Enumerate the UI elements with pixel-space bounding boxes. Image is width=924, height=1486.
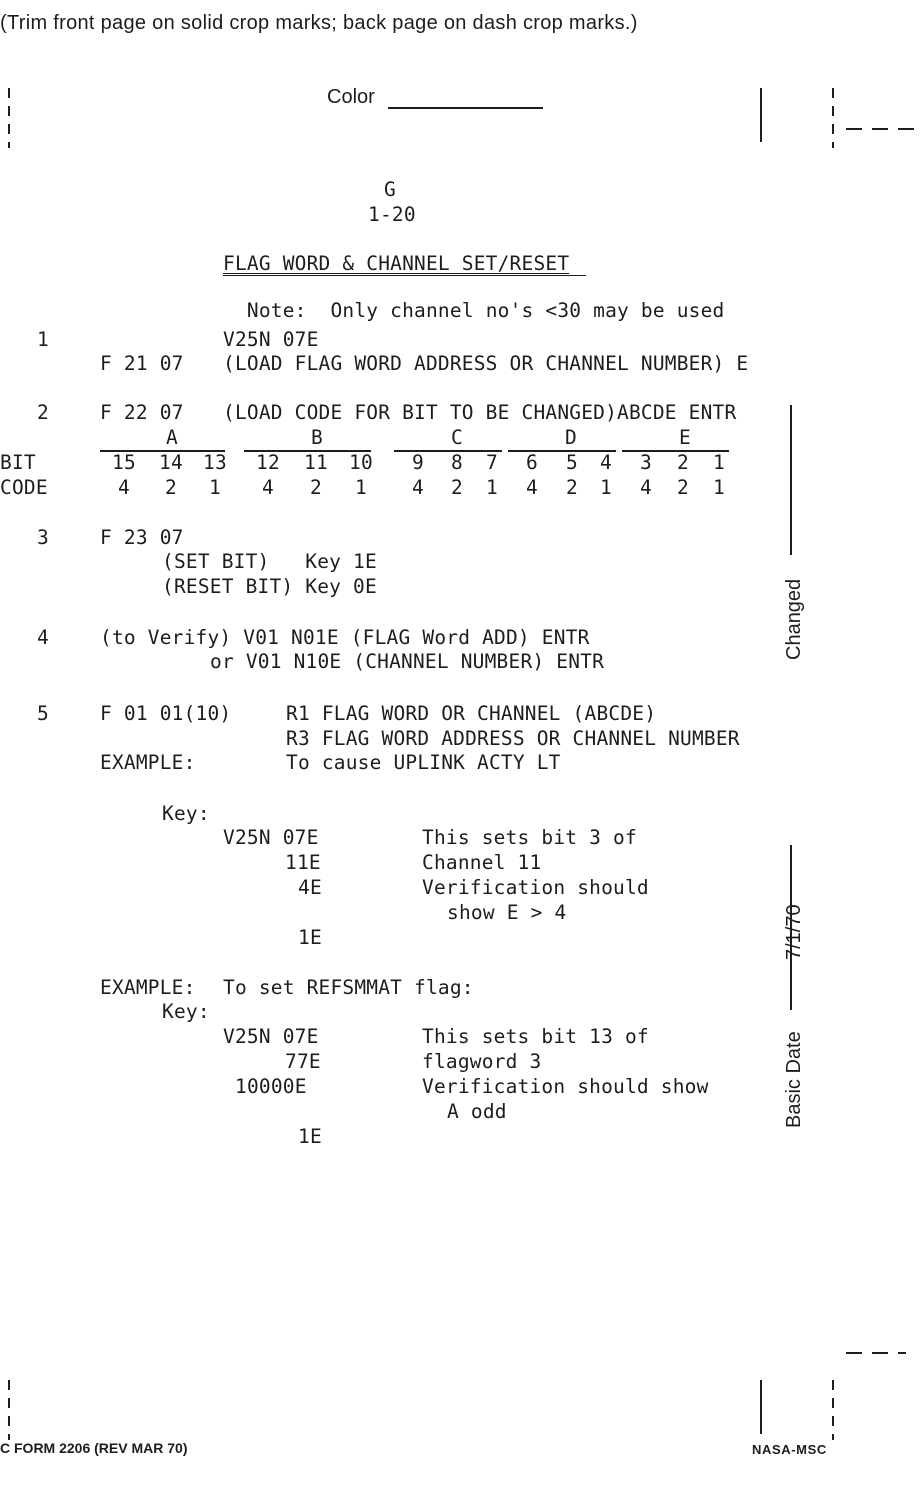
color-blank-line [388, 107, 543, 109]
section-note [223, 276, 725, 322]
crop-mark-top-right-dash [832, 88, 834, 148]
bit-code: 4 [262, 476, 274, 499]
step-1-number: 1 [37, 328, 49, 351]
bit-code: 4 [118, 476, 130, 499]
note-underline [223, 275, 586, 276]
example-2-note: A odd [447, 1100, 507, 1123]
example-2-note: flagword 3 [422, 1050, 542, 1073]
bit-code: 1 [713, 476, 725, 499]
section-heading: FLAG WORD & CHANNEL SET/RESET [223, 252, 570, 275]
bit-group-label: D [565, 426, 577, 449]
bit-code: 4 [640, 476, 652, 499]
bit-number: 8 [451, 451, 463, 474]
changed-line [790, 405, 792, 555]
bit-group-label: C [451, 426, 463, 449]
bit-group-label: E [679, 426, 691, 449]
step-5-number: 5 [37, 702, 49, 725]
bit-code: 2 [451, 476, 463, 499]
step-3-number: 3 [37, 526, 49, 549]
date-value: 7/1/70 [783, 904, 805, 960]
example-1-note: Verification should [422, 876, 649, 899]
example-1-key: V25N 07E [223, 826, 319, 849]
crop-mark-top-right-solid [760, 88, 762, 142]
trim-note: (Trim front page on solid crop marks; back page on dash crop marks.) [0, 12, 638, 34]
code-row-label: CODE [0, 476, 48, 499]
bit-number: 14 [159, 451, 183, 474]
example-1-key: 4E [298, 876, 322, 899]
step-2-code: F 22 07 [100, 401, 184, 424]
bit-group-label: A [166, 426, 178, 449]
example-1-key-label: Key: [162, 802, 210, 825]
agency-label: NASA-MSC [752, 1442, 827, 1457]
crop-mark-top-right-horiz [846, 128, 924, 130]
step-1-text: (LOAD FLAG WORD ADDRESS OR CHANNEL NUMBER) E [223, 352, 749, 375]
bit-code: 2 [310, 476, 322, 499]
bit-number: 5 [566, 451, 578, 474]
step-4-number: 4 [37, 626, 49, 649]
basic-date-label: Basic Date [783, 1031, 805, 1128]
step-5-example-label: EXAMPLE: [100, 751, 196, 774]
crop-mark-bottom-right-dash [832, 1380, 834, 1440]
bit-group-label: B [311, 426, 323, 449]
step-5-code: F 01 01(10) [100, 702, 232, 725]
bit-code: 1 [486, 476, 498, 499]
bit-code: 2 [165, 476, 177, 499]
step-1-code: F 21 07 [100, 352, 184, 375]
step-3-set: (SET BIT) Key 1E [162, 550, 377, 573]
step-2-number: 2 [37, 401, 49, 424]
step-4-line2: or V01 N10E (CHANNEL NUMBER) ENTR [210, 650, 605, 673]
color-label-text: Color [327, 86, 375, 108]
bit-code: 2 [566, 476, 578, 499]
bit-number: 6 [526, 451, 538, 474]
step-5-r1: R1 FLAG WORD OR CHANNEL (ABCDE) [286, 702, 657, 725]
example-2-label: EXAMPLE: [100, 976, 196, 999]
bit-number: 3 [640, 451, 652, 474]
bit-row-label: BIT [0, 451, 36, 474]
example-2-note: Verification should show [422, 1075, 709, 1098]
crop-mark-top-left [8, 88, 10, 148]
bit-number: 12 [256, 451, 280, 474]
step-3-code: F 23 07 [100, 526, 184, 549]
page-number: 1-20 [368, 203, 416, 226]
bit-code: 1 [600, 476, 612, 499]
form-number: C FORM 2206 (REV MAR 70) [0, 1440, 188, 1456]
crop-mark-bottom-right-solid [760, 1380, 762, 1434]
step-4-line1: (to Verify) V01 N01E (FLAG Word ADD) ENTR [100, 626, 590, 649]
color-label [327, 86, 375, 109]
example-2-key: 10000E [235, 1075, 307, 1098]
note-text: Note: Only channel no's <30 may be used [246, 299, 725, 322]
example-2-key: 77E [285, 1050, 321, 1073]
bit-code: 4 [412, 476, 424, 499]
changed-label: Changed [783, 578, 805, 660]
bit-number: 2 [677, 451, 689, 474]
step-1-verb: V25N 07E [223, 328, 319, 351]
example-1-note: show E > 4 [447, 901, 567, 924]
example-1-note: Channel 11 [422, 851, 542, 874]
bit-number: 7 [486, 451, 498, 474]
example-2-key: V25N 07E [223, 1025, 319, 1048]
bit-code: 4 [526, 476, 538, 499]
bit-number: 13 [203, 451, 227, 474]
bit-number: 1 [713, 451, 725, 474]
example-2-note: This sets bit 13 of [422, 1025, 649, 1048]
step-5-example-text: To cause UPLINK ACTY LT [286, 751, 561, 774]
example-1-key: 11E [285, 851, 321, 874]
example-1-note: This sets bit 3 of [422, 826, 637, 849]
bit-number: 15 [112, 451, 136, 474]
bit-code: 1 [209, 476, 221, 499]
example-1-key: 1E [298, 926, 322, 949]
crop-mark-bottom-right-horiz [846, 1352, 906, 1354]
bit-number: 9 [412, 451, 424, 474]
example-2-text: To set REFSMMAT flag: [223, 976, 474, 999]
bit-number: 4 [600, 451, 612, 474]
example-2-key-label: Key: [162, 1000, 210, 1023]
page-letter: G [384, 178, 396, 201]
step-2-text: (LOAD CODE FOR BIT TO BE CHANGED)ABCDE ENTR [223, 401, 737, 424]
bit-number: 10 [349, 451, 373, 474]
bit-code: 2 [677, 476, 689, 499]
bit-number: 11 [304, 451, 328, 474]
step-3-reset: (RESET BIT) Key 0E [162, 575, 377, 598]
crop-mark-bottom-left [8, 1380, 10, 1440]
step-5-r3: R3 FLAG WORD ADDRESS OR CHANNEL NUMBER [286, 727, 740, 750]
bit-code: 1 [355, 476, 367, 499]
example-2-key: 1E [298, 1125, 322, 1148]
